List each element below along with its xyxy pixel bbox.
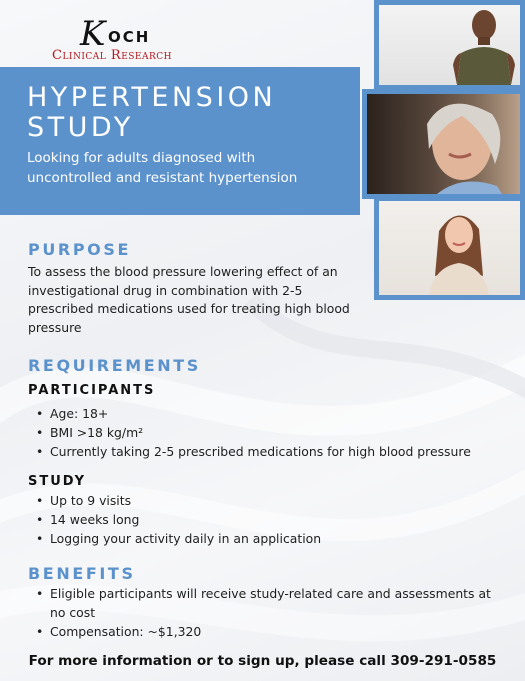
page-title: HYPERTENSION STUDY [27,82,277,143]
benefits-heading: BENEFITS [28,564,136,583]
participants-list [28,404,508,461]
koch-logo [52,12,232,62]
list-item: • Logging your activity daily in an application [28,529,508,548]
contact-footer: For more information or to sign up, please call 309-291-0585 [28,653,497,669]
list-item: • BMI >18 kg/m² [28,423,508,442]
purpose-heading: PURPOSE [28,240,132,259]
photo-young-woman [374,196,525,300]
logo-och-text: OCH [108,28,151,46]
logo-subtitle: Clinical Research [52,48,173,63]
benefits-list [28,584,498,641]
list-item: • Currently taking 2-5 prescribed medications for high blood pressure [28,442,508,461]
photo-older-woman [362,89,525,199]
list-item: • Eligible participants will receive study-related care and assessments at no cost [28,584,498,622]
list-item: • Compensation: ~$1,320 [28,622,498,641]
list-item: • Age: 18+ [28,404,508,423]
purpose-text: To assess the blood pressure lowering effect of an investigational drug in combination with 2-5 prescribed medications used for treating high blood pressure [28,264,350,335]
logo-k-mark: K [80,14,105,54]
hero-subtitle: Looking for adults diagnosed with uncontrolled and resistant hypertension [27,150,298,186]
list-item: • Up to 9 visits [28,491,508,510]
study-list [28,491,508,548]
photo-young-man [374,0,525,90]
list-item: • 14 weeks long [28,510,508,529]
requirements-heading: REQUIREMENTS [28,356,201,375]
study-heading: STUDY [28,474,87,489]
participants-heading: PARTICIPANTS [28,383,156,398]
